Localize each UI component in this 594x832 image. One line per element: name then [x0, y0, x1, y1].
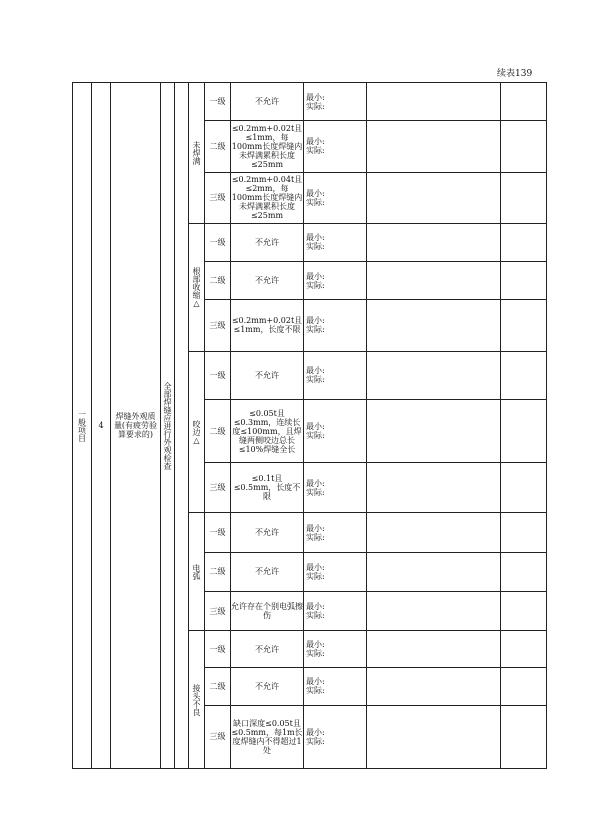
measure-cell	[304, 463, 367, 513]
grade-cell	[205, 513, 231, 552]
actual-label: 实际:	[306, 736, 325, 746]
grade-cell	[205, 262, 231, 300]
remark-entry-cell[interactable]	[501, 300, 547, 351]
actual-label: 实际:	[306, 686, 325, 696]
measure-cell	[304, 172, 367, 223]
requirement-text: 不允许	[255, 528, 279, 538]
remark-entry-cell[interactable]	[501, 83, 547, 121]
requirement-text: ≤0.2mm+0.04t且≤2mm，每100mm长度焊缝内未焊满累积长度≤25mm	[231, 175, 303, 221]
remark-entry-cell[interactable]	[501, 591, 547, 630]
remark-entry-cell[interactable]	[501, 399, 547, 462]
measure-cell	[304, 121, 367, 172]
remark-entry-cell[interactable]	[501, 705, 547, 768]
result-entry-cell[interactable]	[367, 463, 501, 513]
grade-cell	[205, 399, 231, 462]
defect-type-label: 未焊满	[192, 140, 201, 165]
requirement-text: 不允许	[255, 97, 279, 107]
actual-label: 实际:	[306, 571, 325, 581]
item-number-cell	[92, 83, 111, 769]
grade-label: 三级	[209, 320, 226, 330]
min-label: 最小:	[306, 727, 325, 737]
check-method-cell	[161, 83, 175, 769]
grade-label: 三级	[209, 606, 226, 616]
requirement-text: 允许存在个别电弧擦伤	[231, 602, 303, 621]
measure-cell	[304, 591, 367, 630]
min-label: 最小:	[306, 271, 325, 281]
measure-cell	[304, 668, 367, 705]
requirement-cell	[231, 668, 304, 705]
measure-cell	[304, 83, 367, 121]
page-label: 续表139	[497, 69, 533, 79]
result-entry-cell[interactable]	[367, 552, 501, 591]
requirement-text: 不允许	[255, 644, 279, 654]
requirement-cell	[231, 399, 304, 462]
grade-cell	[205, 351, 231, 399]
measure-cell	[304, 552, 367, 591]
table-body	[73, 83, 547, 769]
requirement-text: ≤0.2mm+0.02t且≤1mm，长度不限	[231, 316, 303, 335]
actual-label: 实际:	[306, 649, 325, 659]
min-label: 最小:	[306, 562, 325, 572]
grade-label: 一级	[209, 237, 226, 247]
min-label: 最小:	[306, 523, 325, 533]
min-label: 最小:	[306, 366, 325, 376]
actual-label: 实际:	[306, 375, 325, 385]
remark-entry-cell[interactable]	[501, 262, 547, 300]
actual-label: 实际:	[306, 532, 325, 542]
defect-type-cell	[189, 83, 205, 224]
min-label: 最小:	[306, 640, 325, 650]
defect-type-cell	[189, 513, 205, 631]
grade-label: 一级	[209, 97, 226, 107]
min-label: 最小:	[306, 137, 325, 147]
grade-cell	[205, 223, 231, 261]
grade-cell	[205, 83, 231, 121]
min-label: 最小:	[306, 92, 325, 102]
requirement-cell	[231, 463, 304, 513]
category-label: 一般项目	[77, 409, 87, 442]
defect-type-label: 咬边△	[192, 419, 201, 445]
requirement-text: 不允许	[255, 370, 279, 380]
result-entry-cell[interactable]	[367, 172, 501, 223]
defect-type-label: 根部收缩△	[192, 266, 201, 308]
result-entry-cell[interactable]	[367, 351, 501, 399]
requirement-text: 不允许	[255, 567, 279, 577]
actual-label: 实际:	[306, 101, 325, 111]
result-entry-cell[interactable]	[367, 83, 501, 121]
actual-label: 实际:	[306, 280, 325, 290]
min-label: 最小:	[306, 233, 325, 243]
category-cell	[73, 83, 92, 769]
defect-type-label: 电弧	[192, 563, 201, 580]
actual-label: 实际:	[306, 325, 325, 335]
remark-entry-cell[interactable]	[501, 668, 547, 705]
actual-label: 实际:	[306, 611, 325, 621]
result-entry-cell[interactable]	[367, 631, 501, 668]
measure-cell	[304, 631, 367, 668]
min-label: 最小:	[306, 188, 325, 198]
measure-cell	[304, 300, 367, 351]
requirement-cell	[231, 591, 304, 630]
actual-label: 实际:	[306, 146, 325, 156]
grade-label: 二级	[209, 681, 226, 691]
result-entry-cell[interactable]	[367, 121, 501, 172]
grade-cell	[205, 591, 231, 630]
min-label: 最小:	[306, 422, 325, 431]
table-row	[73, 83, 547, 121]
result-entry-cell[interactable]	[367, 262, 501, 300]
min-label: 最小:	[306, 478, 325, 488]
item-description: 焊缝外观质量(有疲劳验算要求的)	[113, 412, 158, 439]
result-entry-cell[interactable]	[367, 591, 501, 630]
min-label: 最小:	[306, 677, 325, 687]
remark-entry-cell[interactable]	[501, 552, 547, 591]
remark-entry-cell[interactable]	[501, 513, 547, 552]
requirement-text: 不允许	[255, 237, 279, 247]
requirement-cell	[231, 631, 304, 668]
grade-cell	[205, 172, 231, 223]
remark-entry-cell[interactable]	[501, 172, 547, 223]
requirement-cell	[231, 172, 304, 223]
inspection-table	[72, 82, 547, 769]
grade-label: 三级	[209, 732, 226, 742]
grade-label: 一级	[209, 528, 226, 538]
grade-label: 二级	[209, 141, 226, 151]
grade-label: 二级	[209, 426, 226, 436]
requirement-cell	[231, 552, 304, 591]
grade-label: 二级	[209, 567, 226, 577]
actual-label: 实际:	[306, 197, 325, 207]
requirement-text: 缺口深度≤0.05t且≤0.5mm，每1m长度焊缝内不得超过1处	[231, 718, 303, 755]
result-entry-cell[interactable]	[367, 668, 501, 705]
grade-cell	[205, 463, 231, 513]
result-entry-cell[interactable]	[367, 223, 501, 261]
requirement-cell	[231, 300, 304, 351]
requirement-cell	[231, 262, 304, 300]
grade-label: 一级	[209, 644, 226, 654]
requirement-cell	[231, 223, 304, 261]
grade-label: 一级	[209, 370, 226, 380]
grade-label: 三级	[209, 483, 226, 493]
result-entry-cell[interactable]	[367, 513, 501, 552]
measure-cell	[304, 262, 367, 300]
actual-label: 实际:	[306, 431, 325, 440]
actual-label: 实际:	[306, 487, 325, 497]
measure-cell	[304, 705, 367, 768]
item-description-cell	[111, 83, 161, 769]
requirement-cell	[231, 351, 304, 399]
min-label: 最小:	[306, 602, 325, 612]
remark-entry-cell[interactable]	[501, 223, 547, 261]
requirement-text: 不允许	[255, 681, 279, 691]
result-entry-cell[interactable]	[367, 300, 501, 351]
defect-type-cell	[189, 631, 205, 769]
defect-type-label: 接头不良	[192, 683, 201, 716]
grade-cell	[205, 300, 231, 351]
remark-entry-cell[interactable]	[501, 463, 547, 513]
requirement-text: 不允许	[255, 276, 279, 286]
remark-entry-cell[interactable]	[501, 351, 547, 399]
actual-label: 实际:	[306, 242, 325, 252]
result-entry-cell[interactable]	[367, 399, 501, 462]
measure-cell	[304, 513, 367, 552]
remark-entry-cell[interactable]	[501, 121, 547, 172]
min-label: 最小:	[306, 316, 325, 326]
spacer-cell	[175, 83, 189, 769]
defect-type-cell	[189, 351, 205, 513]
requirement-text: ≤0.1t且≤0.5mm，长度不限	[233, 474, 301, 502]
measure-cell	[304, 351, 367, 399]
requirement-cell	[231, 83, 304, 121]
measure-cell	[304, 399, 367, 462]
grade-cell	[205, 668, 231, 705]
remark-entry-cell[interactable]	[501, 631, 547, 668]
grade-cell	[205, 631, 231, 668]
item-number: 4	[98, 421, 104, 430]
requirement-text: ≤0.05t且≤0.3mm，连续长度≤100mm，且焊缝两侧咬边总长≤10%焊缝全长	[232, 408, 302, 454]
grade-label: 三级	[209, 193, 226, 203]
requirement-text: ≤0.2mm+0.02t且≤1mm，每100mm长度焊缝内未焊满累积长度≤25mm	[231, 123, 303, 169]
grade-cell	[205, 705, 231, 768]
defect-type-cell	[189, 223, 205, 351]
check-method: 全部焊缝应进行外观检查	[163, 381, 172, 470]
result-entry-cell[interactable]	[367, 705, 501, 768]
measure-cell	[304, 223, 367, 261]
requirement-cell	[231, 705, 304, 768]
grade-cell	[205, 552, 231, 591]
grade-cell	[205, 121, 231, 172]
requirement-cell	[231, 513, 304, 552]
grade-label: 二级	[209, 276, 226, 286]
requirement-cell	[231, 121, 304, 172]
